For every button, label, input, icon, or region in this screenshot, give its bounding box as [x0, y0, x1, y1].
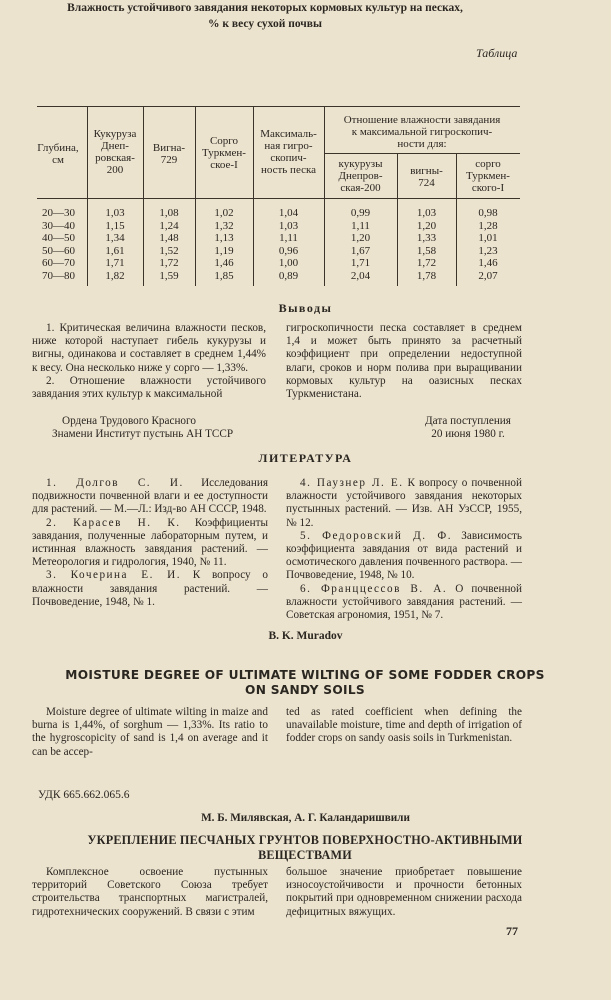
column-ratio-vigna	[397, 207, 456, 282]
table-cell: 1,34	[105, 232, 125, 244]
reference-item	[32, 517, 268, 570]
table-cell: 1,03	[105, 207, 125, 219]
table-cell: 1,23	[478, 244, 498, 257]
table-cell: 1,11	[351, 219, 370, 232]
table-cell: 40—50	[42, 232, 75, 244]
table-cell: 1,72	[159, 257, 179, 269]
table-cell: 0,99	[350, 207, 371, 219]
table-cell: 1,48	[159, 232, 179, 244]
reference-text: Исследования подвижности почвенной влаги и ее доступности для растений. — М.—Л.: Изд-во АН СССР, 1948.	[32, 477, 268, 516]
reference-author: 3. Кочерина Е. И.	[46, 569, 181, 582]
table-cell: 1,71	[105, 257, 125, 269]
header-ratio-vigna: вигны- 724	[410, 165, 443, 189]
table-cell: 1,33	[416, 232, 437, 244]
reference-text: Зависимость коэффициента завядания от вида растений и осмотического давления почвенного раствора. — Почвоведение, 1948, № 10.	[286, 529, 522, 582]
table-cell: 1,59	[159, 269, 179, 282]
table-cell: 30—40	[42, 219, 75, 232]
table-cell: 1,61	[105, 244, 125, 257]
reference-text: К вопросу о почвенной влажности устойчивого завядания некоторых пустынных растений. — Изв. АН УзССР, 1955, № 12.	[286, 477, 522, 529]
table-cell: 1,28	[478, 219, 498, 232]
table-cell: 1,02	[214, 207, 234, 219]
reference-author: 6. Франццессов В. А.	[300, 582, 448, 595]
table-cell: 0,96	[278, 244, 299, 257]
english-text-right: ted as rated coefficient when defining the unavailable moisture, time and depth of irrigation of fodder crops on sandy oasis soils in Turkmenistan.	[286, 706, 522, 745]
header-sorgo: Сорго Туркмен- ское-I	[202, 135, 246, 171]
table-cell: 20—30	[42, 207, 75, 219]
table-cell: 50—60	[42, 244, 75, 257]
header-corn: Кукуруза Днеп- ровская- 200	[93, 128, 137, 176]
header-ratio-sorgo: сорго Туркмен- ского-I	[466, 158, 510, 194]
table-label: Таблица	[476, 46, 518, 60]
table-group-rule	[324, 153, 520, 154]
references-right	[286, 477, 522, 622]
column-vigna	[143, 207, 195, 282]
header-depth: Глубина, см	[37, 142, 79, 166]
received-date: Дата поступления 20 июня 1980 г.	[425, 415, 511, 440]
english-title: MOISTURE DEGREE OF ULTIMATE WILTING OF SOME FODDER CROPS ON SANDY SOILS	[65, 668, 545, 697]
table-cell: 1,52	[159, 244, 179, 257]
column-max-hygroscopicity	[253, 207, 324, 282]
conclusions-left: 1. Критическая величина влажности песков, ниже которой наступает гибель кукурузы и вигны, одинакова и составляет в среднем 1,44% к весу. Она несколько ниже у сорго — 1,33%. 2. Отношение влажности устойчивого завядания этих культур к максимальной	[32, 322, 266, 401]
header-ratio-corn: кукурузы Днепров- ская-200	[338, 158, 383, 194]
reference-author: 4. Паузнер Л. Е.	[300, 477, 404, 489]
table-cell: 60—70	[42, 257, 75, 269]
reference-item	[32, 569, 268, 609]
next-article-text-right: большое значение приобретает повышение износоустойчивости и прочности бетонных покрытий при одновременном снижении расхода дефицитных вяжущих.	[286, 866, 522, 918]
next-article-title: УКРЕПЛЕНИЕ ПЕСЧАНЫХ ГРУНТОВ ПОВЕРХНОСТНО-АКТИВНЫМИ ВЕЩЕСТВАМИ	[87, 833, 523, 862]
table-cell: 1,19	[214, 244, 234, 257]
table-cell: 0,89	[278, 269, 299, 282]
table-title: Влажность устойчивого завядания некоторых кормовых культур на песках, % к весу сухой почвы	[67, 2, 463, 30]
table-cell: 1,46	[478, 257, 498, 269]
header-max-hygroscopicity: Максималь- ная гигро- скопич- ность песка	[260, 128, 317, 176]
table-cell: 1,08	[159, 207, 179, 219]
affiliation: Ордена Трудового Красного Знамени Институт пустынь АН ТССР	[52, 415, 234, 440]
table-cell: 1,82	[105, 269, 125, 282]
udk-code: УДК 665.662.065.6	[38, 789, 130, 801]
table-cell: 1,20	[416, 219, 437, 232]
table-header-rule	[37, 198, 520, 199]
table-cell: 1,85	[214, 269, 234, 282]
table-cell: 1,67	[350, 244, 371, 257]
column-sorgo	[195, 207, 253, 282]
page-number: 77	[506, 924, 518, 938]
reference-author: 1. Долгов С. И.	[46, 477, 184, 489]
column-ratio-sorgo	[456, 207, 520, 282]
table-cell: 1,72	[416, 257, 437, 269]
literature-heading: ЛИТЕРАТУРА	[258, 451, 353, 465]
header-ratio-group: Отношение влажности завядания к максимальной гигроскопич- ности для:	[343, 114, 501, 150]
table-cell: 0,98	[478, 207, 498, 219]
next-article-authors: М. Б. Милявская, А. Г. Каландаришвили	[201, 812, 410, 824]
references-left	[32, 477, 268, 609]
table-cell: 1,24	[159, 219, 179, 232]
reference-text: К вопросу о влажности завядания растений. — Почвоведение, 1948, № 1.	[32, 569, 268, 608]
table-cell: 1,58	[416, 244, 437, 257]
column-ratio-corn	[324, 207, 397, 282]
table-cell: 1,20	[350, 232, 371, 244]
table-cell: 1,11	[279, 232, 298, 244]
table-cell: 1,32	[214, 219, 234, 232]
next-article-text-left: Комплексное освоение пустынных территорий Советского Союза требует строительства транспортных магистралей, гидротехнических сооружений. В связи с этим	[32, 866, 268, 918]
table-cell: 1,01	[478, 232, 498, 244]
reference-author: 2. Карасев Н. К.	[46, 516, 181, 529]
table-cell: 1,00	[278, 257, 299, 269]
english-text-left: Moisture degree of ultimate wilting in maize and burna is 1,44%, of sorghum — 1,33%. Its ratio to the hygroscopicity of sand is 1,4 on average and it can be accep-	[32, 706, 268, 758]
table-cell: 1,78	[416, 269, 437, 282]
table-cell: 1,46	[214, 257, 234, 269]
conclusions-right: гигроскопичности песка составляет в среднем 1,4 и может быть принято за расчетный коэффициент при определении недоступной влаги, сроков и норм полива при выращивании кормовых культур на оазисных песках Туркменистана.	[286, 322, 522, 401]
table-cell: 1,04	[278, 207, 299, 219]
column-corn	[87, 207, 143, 282]
reference-item	[32, 477, 268, 517]
column-depth	[30, 207, 87, 282]
table-cell: 1,15	[105, 219, 125, 232]
conclusions-heading: Выводы	[278, 301, 333, 315]
table-cell: 70—80	[42, 269, 75, 282]
table-top-rule	[37, 106, 520, 107]
reference-item	[286, 530, 522, 583]
reference-item	[286, 583, 522, 623]
reference-text: Коэффициенты завядания, полученные лабораторным путем, и истинная влажность завядания растений. — Метеорология и гидрология, 1940, № 11.	[32, 516, 269, 569]
header-vigna: Вигна- 729	[152, 142, 186, 166]
reference-item	[286, 477, 522, 530]
table-cell: 2,04	[350, 269, 371, 282]
table-cell: 1,13	[214, 232, 234, 244]
reference-text: О почвенной влажности устойчивого завядания растений. — Советская агрономия, 1951, № 7.	[286, 582, 523, 622]
table-cell: 2,07	[478, 269, 498, 282]
reference-author: 5. Федоровский Д. Ф.	[300, 529, 453, 542]
table-cell: 1,03	[416, 207, 437, 219]
table-cell: 1,03	[278, 219, 299, 232]
table-cell: 1,71	[350, 257, 371, 269]
english-author: B. K. Muradov	[268, 630, 343, 642]
